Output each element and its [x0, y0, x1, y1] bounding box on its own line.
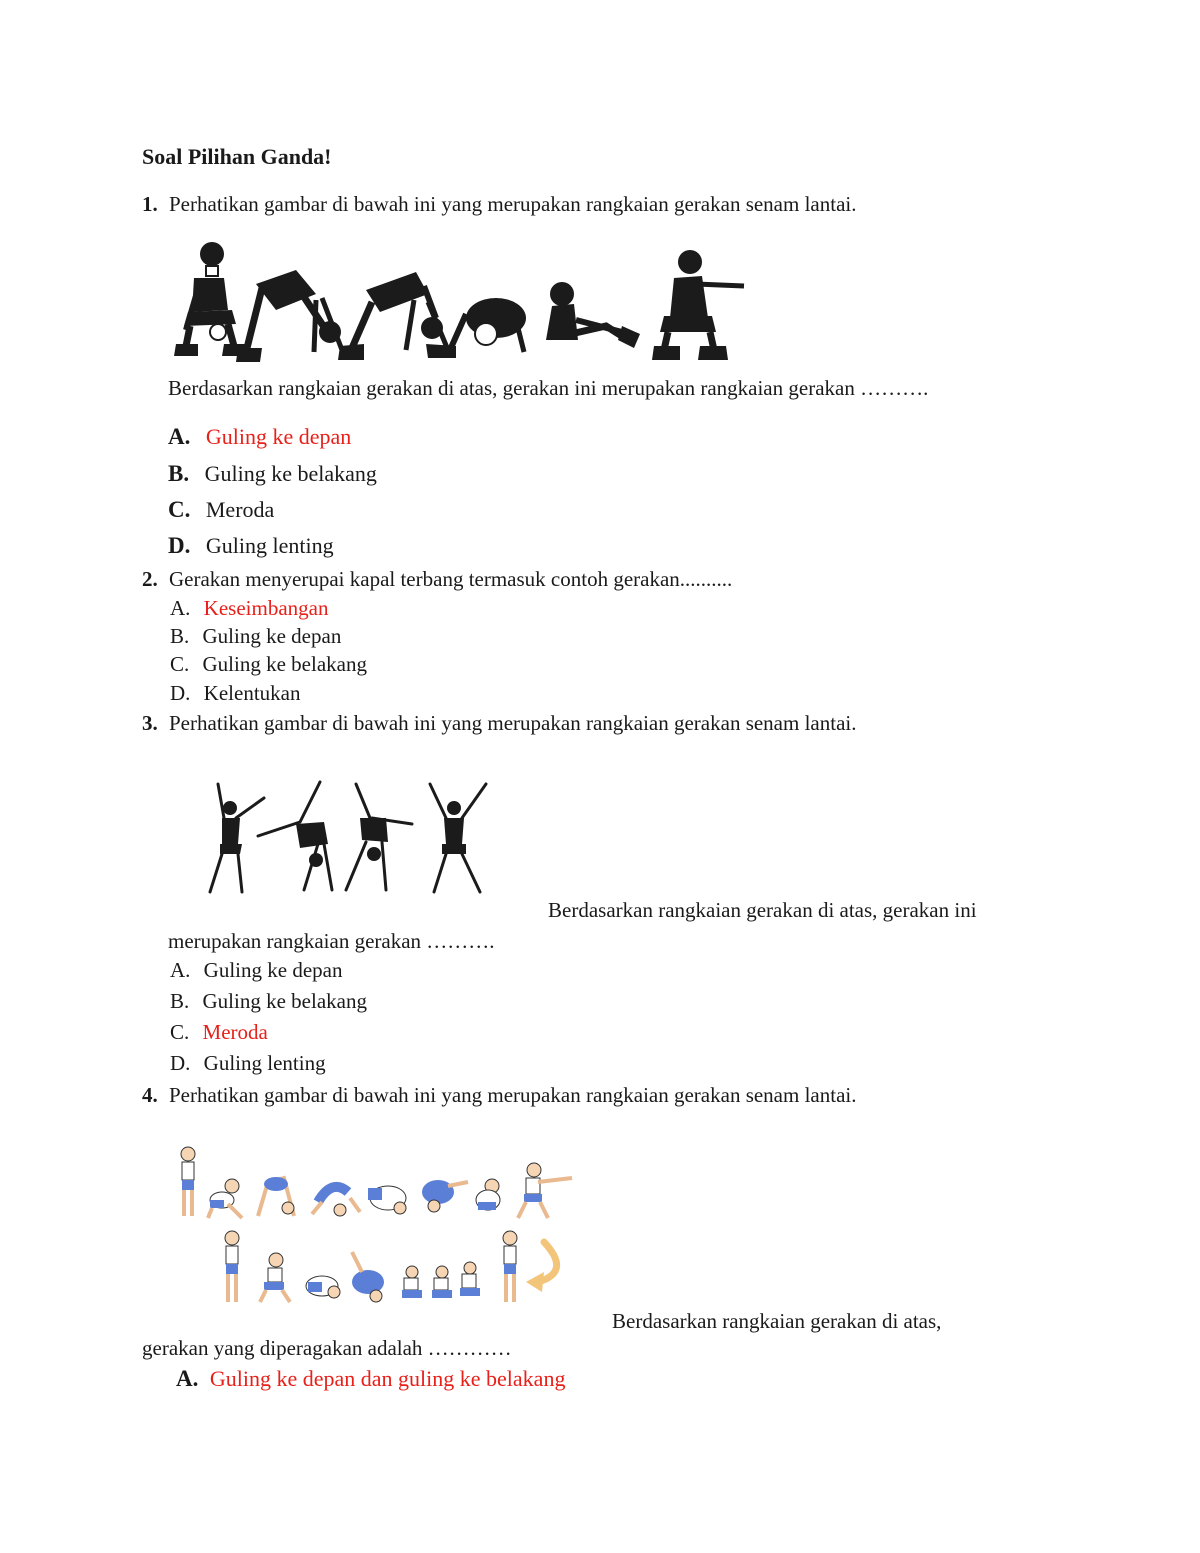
q4-option-a-letter: A. — [176, 1366, 199, 1391]
q2-option-d-letter: D. — [170, 681, 191, 705]
question-2 — [142, 567, 732, 592]
forward-backward-roll-sequence-figure — [172, 1142, 582, 1308]
question-4-followup-line-1: Berdasarkan rangkaian gerakan di atas, — [612, 1309, 942, 1333]
q2-option-b-letter: B. — [170, 624, 190, 648]
q3-option-c-letter: C. — [170, 1020, 190, 1044]
question-1-followup: Berdasarkan rangkaian gerakan di atas, gerakan ini merupakan rangkaian gerakan ………. — [168, 376, 929, 400]
question-3-followup-line-1: Berdasarkan rangkaian gerakan di atas, gerakan ini — [548, 898, 977, 922]
q3-option-b-text: Guling ke belakang — [202, 989, 367, 1013]
page-title: Soal Pilihan Ganda! — [142, 144, 332, 169]
question-3-prompt: Perhatikan gambar di bawah ini yang merupakan rangkaian gerakan senam lantai. — [169, 711, 857, 735]
row-forward-roll — [181, 1147, 572, 1218]
q2-option-d[interactable] — [170, 681, 300, 706]
q3-option-b[interactable] — [170, 989, 367, 1014]
question-1 — [142, 192, 856, 217]
gymnast-cartwheel-2 — [258, 782, 332, 890]
gymnast-squat-2 — [652, 250, 744, 360]
gymnast-cartwheel-4 — [430, 784, 486, 892]
question-2-number: 2. — [142, 567, 158, 591]
q2-option-b[interactable] — [170, 624, 341, 649]
q3-option-d-text: Guling lenting — [203, 1051, 326, 1075]
gymnast-tuck — [546, 282, 640, 348]
q1-option-b-letter: B. — [168, 461, 190, 486]
q3-option-d-letter: D. — [170, 1051, 191, 1075]
question-2-prompt: Gerakan menyerupai kapal terbang termasuk contoh gerakan.......... — [169, 567, 733, 591]
question-1-prompt: Perhatikan gambar di bawah ini yang merupakan rangkaian gerakan senam lantai. — [169, 192, 857, 216]
row-backward-roll — [225, 1231, 557, 1302]
q2-option-c-text: Guling ke belakang — [202, 652, 367, 676]
q1-option-a[interactable] — [168, 424, 351, 450]
q2-option-a-text: Keseimbangan — [203, 596, 329, 620]
q3-option-c-text: Meroda — [202, 1020, 268, 1044]
q3-option-d[interactable] — [170, 1051, 326, 1076]
q1-option-c-letter: C. — [168, 497, 191, 522]
cartwheel-sequence-figure — [196, 778, 496, 900]
q1-option-d[interactable] — [168, 533, 334, 559]
q2-option-d-text: Kelentukan — [203, 681, 301, 705]
q2-option-c-letter: C. — [170, 652, 190, 676]
gymnast-squat-1 — [174, 242, 248, 356]
forward-roll-sequence-figure — [166, 240, 756, 366]
q2-option-a[interactable] — [170, 596, 328, 621]
q3-option-a-letter: A. — [170, 958, 191, 982]
q1-option-d-text: Guling lenting — [205, 533, 334, 558]
gymnast-cartwheel-3 — [346, 784, 412, 890]
q1-option-a-letter: A. — [168, 424, 191, 449]
q1-option-d-letter: D. — [168, 533, 191, 558]
question-4-number: 4. — [142, 1083, 158, 1107]
q4-option-a-text: Guling ke depan dan guling ke belakang — [209, 1366, 566, 1391]
q2-option-c[interactable] — [170, 652, 367, 677]
q2-option-a-letter: A. — [170, 596, 191, 620]
question-3-number: 3. — [142, 711, 158, 735]
q2-option-b-text: Guling ke depan — [202, 624, 342, 648]
question-4 — [142, 1083, 856, 1108]
gymnast-cartwheel-1 — [210, 784, 264, 892]
q1-option-b[interactable] — [168, 461, 377, 487]
question-4-followup-line-2: gerakan yang diperagakan adalah ………… — [142, 1336, 512, 1360]
gymnast-bend — [236, 270, 342, 362]
q4-option-a[interactable] — [176, 1366, 565, 1392]
question-3 — [142, 711, 856, 736]
q1-option-c-text: Meroda — [205, 497, 275, 522]
q3-option-c[interactable] — [170, 1020, 268, 1045]
q3-option-b-letter: B. — [170, 989, 190, 1013]
q3-option-a[interactable] — [170, 958, 342, 983]
question-4-prompt: Perhatikan gambar di bawah ini yang merupakan rangkaian gerakan senam lantai. — [169, 1083, 857, 1107]
q1-option-c[interactable] — [168, 497, 274, 523]
question-3-followup-line-2: merupakan rangkaian gerakan ………. — [168, 929, 495, 953]
q1-option-b-text: Guling ke belakang — [204, 461, 377, 486]
q1-option-a-text: Guling ke depan — [205, 424, 352, 449]
question-1-number: 1. — [142, 192, 158, 216]
q3-option-a-text: Guling ke depan — [203, 958, 343, 982]
